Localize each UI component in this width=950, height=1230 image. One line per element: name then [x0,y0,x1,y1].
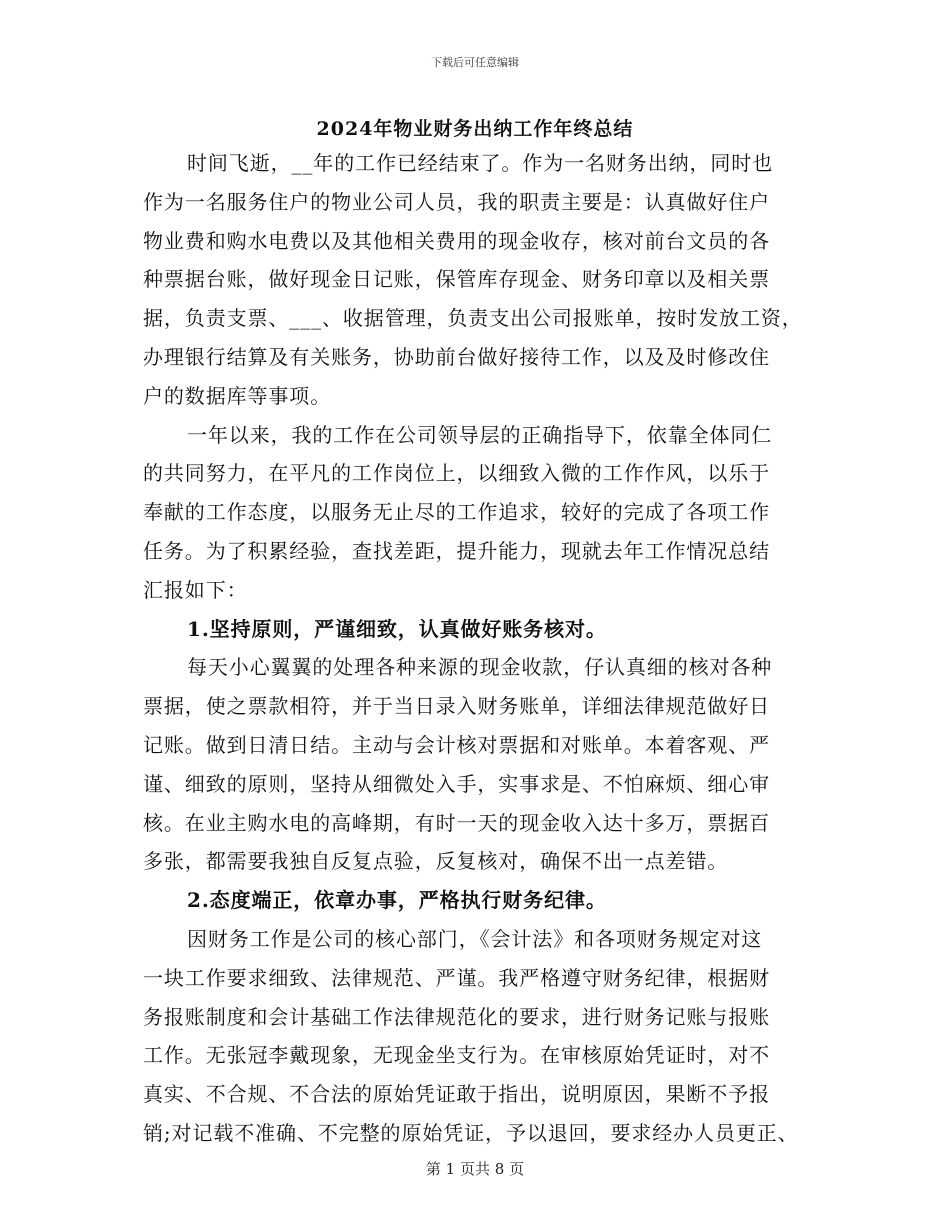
paragraph-line: 谨、细致的原则，坚持从细微处入手，实事求是、不怕麻烦、细心审 [143,771,770,796]
paragraph-line: 票据，使之票款相符，并于当日录入财务账单，详细法律规范做好日 [143,694,770,719]
document-title: 2024年物业财务出纳工作年终总结 [316,118,634,140]
paragraph-line: 作为一名服务住户的物业公司人员，我的职责主要是：认真做好住户 [143,189,770,214]
paragraph-line: 汇报如下： [143,577,248,602]
paragraph-line: 一年以来，我的工作在公司领导层的正确指导下，依靠全体同仁 [187,422,773,447]
paragraph-line: 每天小心翼翼的处理各种来源的现金收款，仔认真细的核对各种 [187,655,773,680]
paragraph-line: 核。在业主购水电的高峰期，有时一天的现金收入达十多万，票据百 [143,810,770,835]
section-heading: 1.坚持原则，严谨细致，认真做好账务核对。 [187,616,607,641]
document-body [143,144,823,1153]
paragraph-line: 户的数据库等事项。 [143,383,332,408]
paragraph-line: 记账。做到日清日结。主动与会计核对票据和对账单。本着客观、严 [143,732,770,757]
paragraph-line: 一块工作要求细致、法律规范、严谨。我严格遵守财务纪律，根据财 [143,965,770,990]
paragraph-line: 销;对记载不准确、不完整的原始凭证，予以退回，要求经办人员更正、 [143,1120,799,1145]
paragraph-line: 种票据台账，做好现金日记账，保管库存现金、财务印章以及相关票 [143,267,770,292]
paragraph-line: 物业费和购水电费以及其他相关费用的现金收存，核对前台文员的各 [143,228,770,253]
paragraph-line: 时间飞逝，__年的工作已经结束了。作为一名财务出纳，同时也 [187,151,774,175]
page-footer-number: 第 1 页共 8 页 [425,1160,525,1178]
section-heading: 2.态度端正，依章办事，严格执行财务纪律。 [187,888,607,913]
paragraph-line: 工作。无张冠李戴现象，无现金坐支行为。在审核原始凭证时，对不 [143,1043,770,1068]
paragraph-line: 真实、不合规、不合法的原始凭证敢于指出，说明原因，果断不予报 [143,1082,770,1107]
paragraph-line: 多张，都需要我独自反复点验，反复核对，确保不出一点差错。 [143,849,729,874]
paragraph-line: 因财务工作是公司的核心部门，《会计法》和各项财务规定对这 [187,926,763,951]
paragraph-line: 据，负责支票、___、收据管理，负责支出公司报账单，按时发放工资， [143,306,803,331]
paragraph-line: 务报账制度和会计基础工作法律规范化的要求，进行财务记账与报账 [143,1004,770,1029]
paragraph-line: 任务。为了积累经验，查找差距，提升能力，现就去年工作情况总结 [143,538,770,563]
paragraph-line: 奉献的工作态度，以服务无止尽的工作追求，较好的完成了各项工作 [143,500,770,525]
paragraph-line: 的共同努力，在平凡的工作岗位上，以细致入微的工作作风，以乐于 [143,461,770,486]
page-header-note: 下载后可任意编辑 [431,56,519,69]
paragraph-line: 办理银行结算及有关账务，协助前台做好接待工作，以及及时修改住 [143,344,770,369]
